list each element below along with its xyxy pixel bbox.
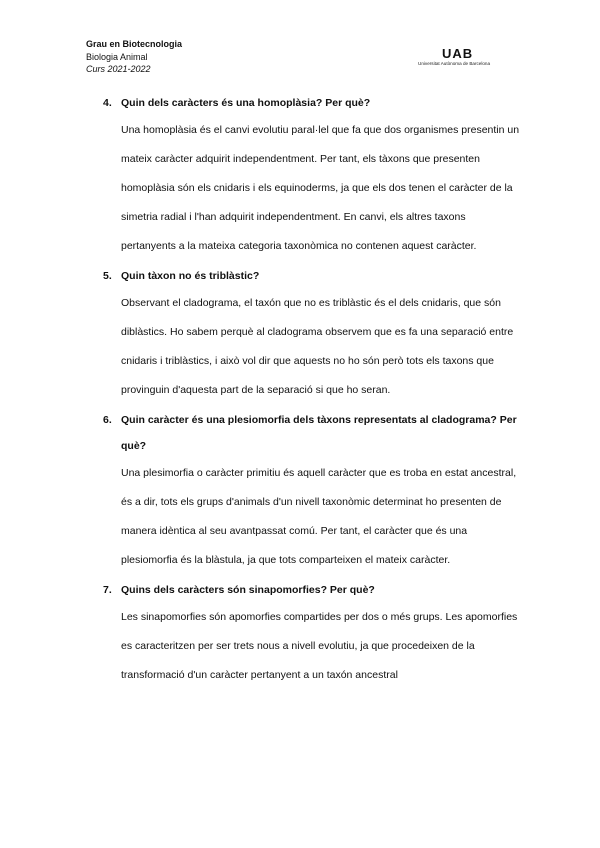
question-text: Quin tàxon no és triblàstic?: [121, 270, 260, 282]
question-number: 7.: [103, 584, 112, 596]
course-year: Curs 2021-2022: [86, 64, 151, 74]
question-number: 6.: [103, 414, 112, 426]
question-6: [103, 407, 523, 459]
uab-logo: [418, 46, 508, 68]
question-text: Quin caràcter és una plesiomorfia dels tàxons representats al cladograma? Per què?: [121, 414, 517, 452]
question-number: 4.: [103, 97, 112, 109]
question-7: [103, 577, 523, 603]
subject-name: Biologia Animal: [86, 51, 148, 62]
degree-title: Grau en Biotecnologia: [86, 39, 183, 49]
logo-mark: UAB: [442, 46, 474, 61]
questions-list: [103, 88, 523, 690]
answer-7: Les sinapomorfies són apomorfies compartides per dos o més grups. Les apomorfies es caracteritzen per ser trets nous a nivell evolutiu, ja que procedeixen de la transformació d'un caràcter pertanyent a un taxón ancestral: [121, 611, 518, 681]
answer-6: Una plesimorfia o caràcter primitiu és aquell caràcter que es troba en estat ancestral, és a dir, tots els grups d'animals d'un nivell taxonòmic determinat ho presenten de manera idèntica al seu avantpassat comú. Per tant, el caràcter que és una plesiomorfia és la blàstula, ja que tots comparteixen el mateix caràcter.: [121, 467, 517, 566]
question-number: 5.: [103, 270, 112, 282]
page-header: [86, 38, 182, 76]
logo-subtitle: Universitat Autònoma de Barcelona: [418, 61, 491, 66]
question-4: [103, 90, 523, 116]
answer-5: Observant el cladograma, el taxón que no es triblàstic és el dels cnidaris, que són diblàstics. Ho sabem perquè al cladograma observem que es fa una separació entre cnidaris i triblàstics, i això vol dir que aquests no ho són però tots els taxons que provinguin d'aquesta part de la separació si que ho seran.: [121, 297, 514, 396]
answer-4: Una homoplàsia és el canvi evolutiu paral·lel que fa que dos organismes presentin un mateix caràcter adquirit independentment. Per tant, els tàxons que presenten homoplàsia són els cnidaris i els equinoderms, ja que els dos tenen el caràcter de la simetria radial i l'han adquirit independentment. En canvi, els altres taxons pertanyents a la mateixa categoria taxonòmica no contenen aquest caràcter.: [121, 124, 520, 252]
question-5: [103, 263, 523, 289]
question-text: Quin dels caràcters és una homoplàsia? Per què?: [121, 97, 371, 109]
question-text: Quins dels caràcters són sinapomorfies? Per què?: [121, 584, 375, 596]
